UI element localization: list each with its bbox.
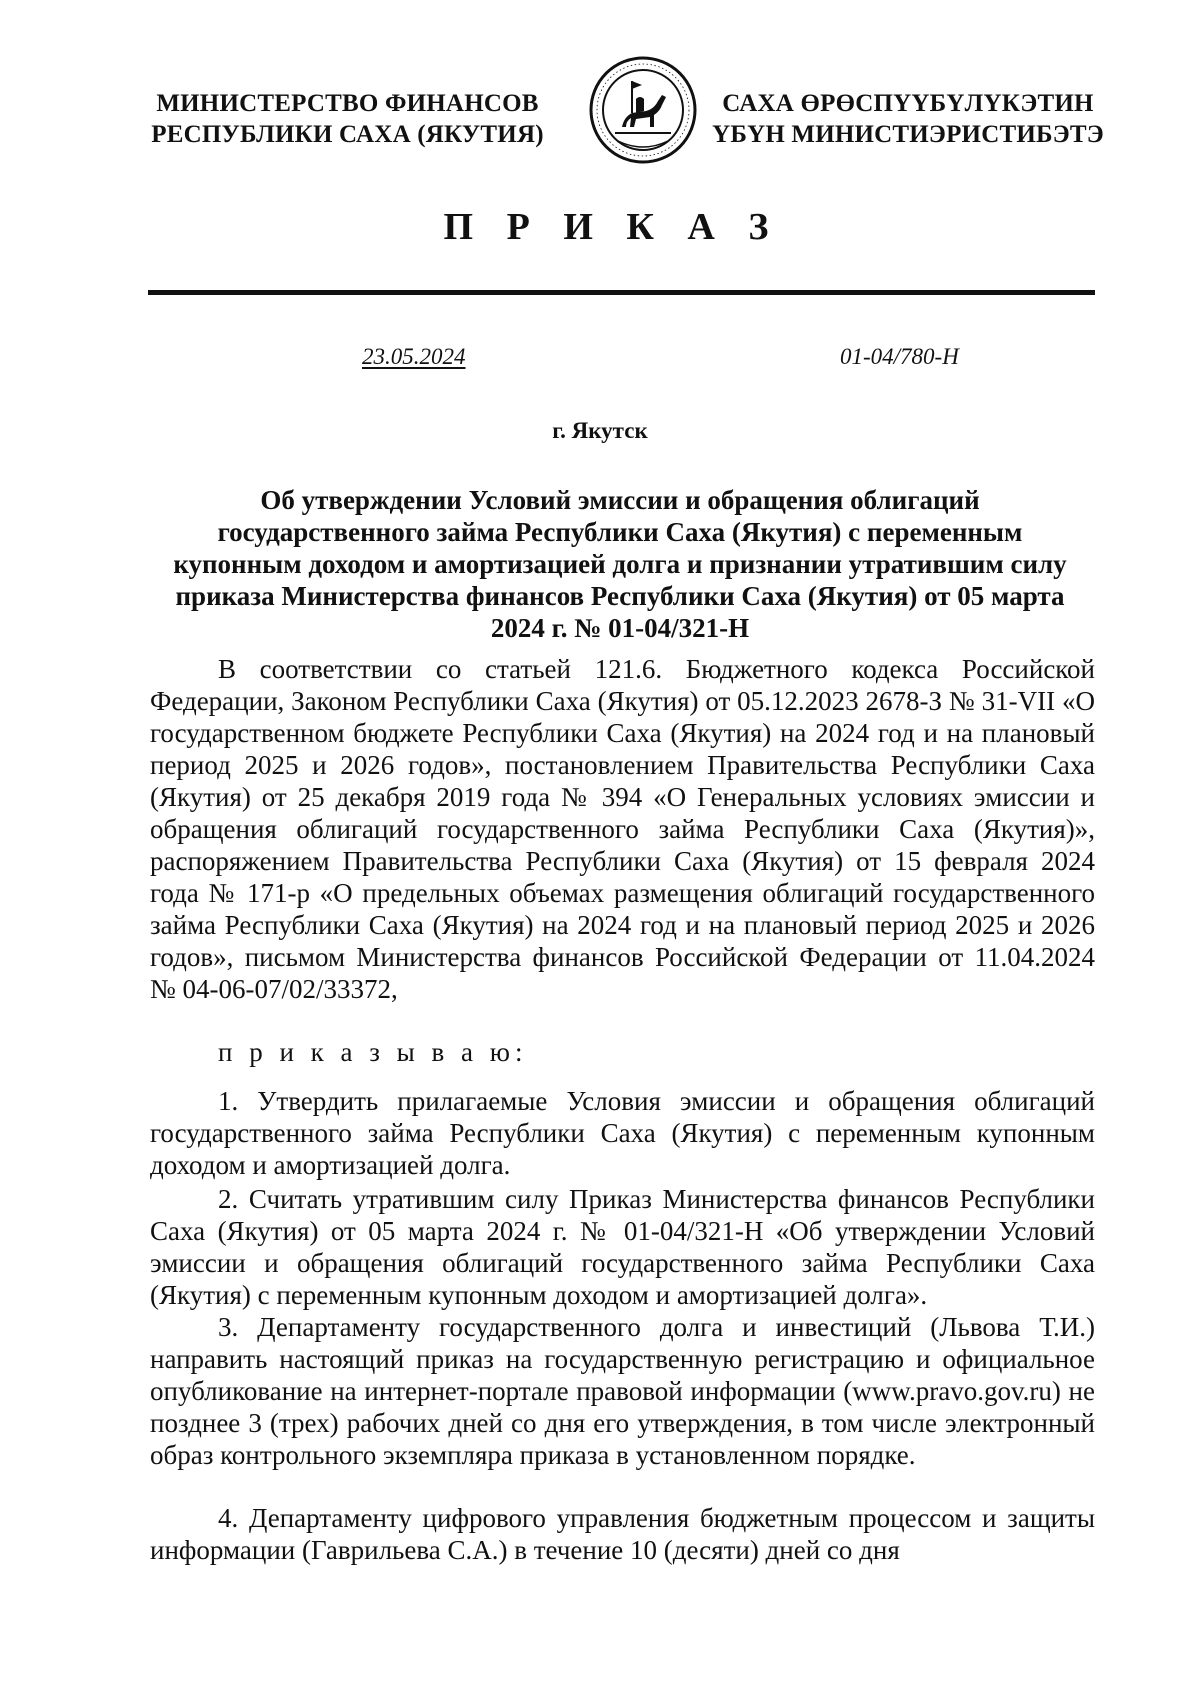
decree-word: п р и к а з ы в а ю: <box>218 1037 528 1067</box>
order-item-1: 1. Утвердить прилагаемые Условия эмиссии и обращения облигаций государственного займа Республики Саха (Якутия) с переменным купонным доходом и амортизацией долга. <box>150 1086 1095 1180</box>
preamble-paragraph: В соответствии со статьей 121.6. Бюджетного кодекса Российской Федерации, Законом Республики Саха (Якутия) от 05.12.2023 2678-З № 31-VII «О государственном бюджете Республики Саха (Якутия) на 2024 год и на плановый период 2025 и 2026 годов», постановлением Правительства Республики Саха (Якутия) от 25 декабря 2019 года № 394 «О Генеральных условиях эмиссии и обращения облигаций государственного займа Республики Саха (Якутия)», распоряжением Правительства Республики Саха (Якутия) от 15 февраля 2024 года № 171-р «О предельных объемах размещения облигаций государственного займа Республики Саха (Якутия) на 2024 год и на плановый период 2025 и 2026 годов», письмом Министерства финансов Российской Федерации от 11.04.2024 № 04-06-07/02/33372, <box>150 654 1095 1004</box>
document-title-line: Об утверждении Условий эмиссии и обращения облигаций <box>260 485 980 515</box>
sakha-coat-of-arms-icon <box>588 55 698 165</box>
order-item-2: 2. Считать утратившим силу Приказ Министерства финансов Республики Саха (Якутия) от 05 марта 2024 г. № 01-04/321-Н «Об утверждении Условий эмиссии и обращения облигаций государственного займа Республики Саха (Якутия) с переменным купонным доходом и амортизацией долга». <box>150 1184 1095 1310</box>
document-type-heading: П Р И К А З <box>443 206 781 248</box>
ministry-name-yakut-line-2: ҮБҮН МИНИСТИЭРИСТИБЭТЭ <box>712 121 1104 148</box>
document-title-line: 2024 г. № 01-04/321-Н <box>490 613 750 643</box>
ministry-name-russian <box>150 88 545 150</box>
ministry-name-russian-line-1: МИНИСТЕРСТВО ФИНАНСОВ <box>156 90 539 117</box>
ministry-name-yakut <box>708 88 1108 150</box>
document-title-line: купонным доходом и амортизацией долга и признании утратившим силу <box>173 549 1067 579</box>
order-item-4: 4. Департаменту цифрового управления бюджетным процессом и защиты информации (Гаврильева С.А.) в течение 10 (десяти) дней со дня <box>150 1503 1095 1565</box>
header-divider <box>148 290 1095 295</box>
document-date: 23.05.2024 <box>362 344 466 369</box>
ministry-name-yakut-line-1: САХА ӨРӨСПҮҮБҮЛҮКЭТИН <box>722 90 1094 117</box>
document-title <box>170 484 1070 644</box>
document-title-line: государственного займа Республики Саха (Якутия) с переменным <box>217 517 1023 547</box>
order-item-3: 3. Департаменту государственного долга и инвестиций (Львова Т.И.) направить настоящий приказ на государственную регистрацию и официальное опубликование на интернет-портале правовой информации (www.pravo.gov.ru) не позднее 3 (трех) рабочих дней со дня его утверждения, в том числе электронный образ контрольного экземпляра приказа в установленном порядке. <box>150 1312 1095 1470</box>
document-number: 01-04/780-Н <box>840 344 959 369</box>
ministry-name-russian-line-2: РЕСПУБЛИКИ САХА (ЯКУТИЯ) <box>151 121 544 148</box>
document-city: г. Якутск <box>552 418 648 443</box>
document-title-line: приказа Министерства финансов Республики Саха (Якутия) от 05 марта <box>175 581 1065 611</box>
